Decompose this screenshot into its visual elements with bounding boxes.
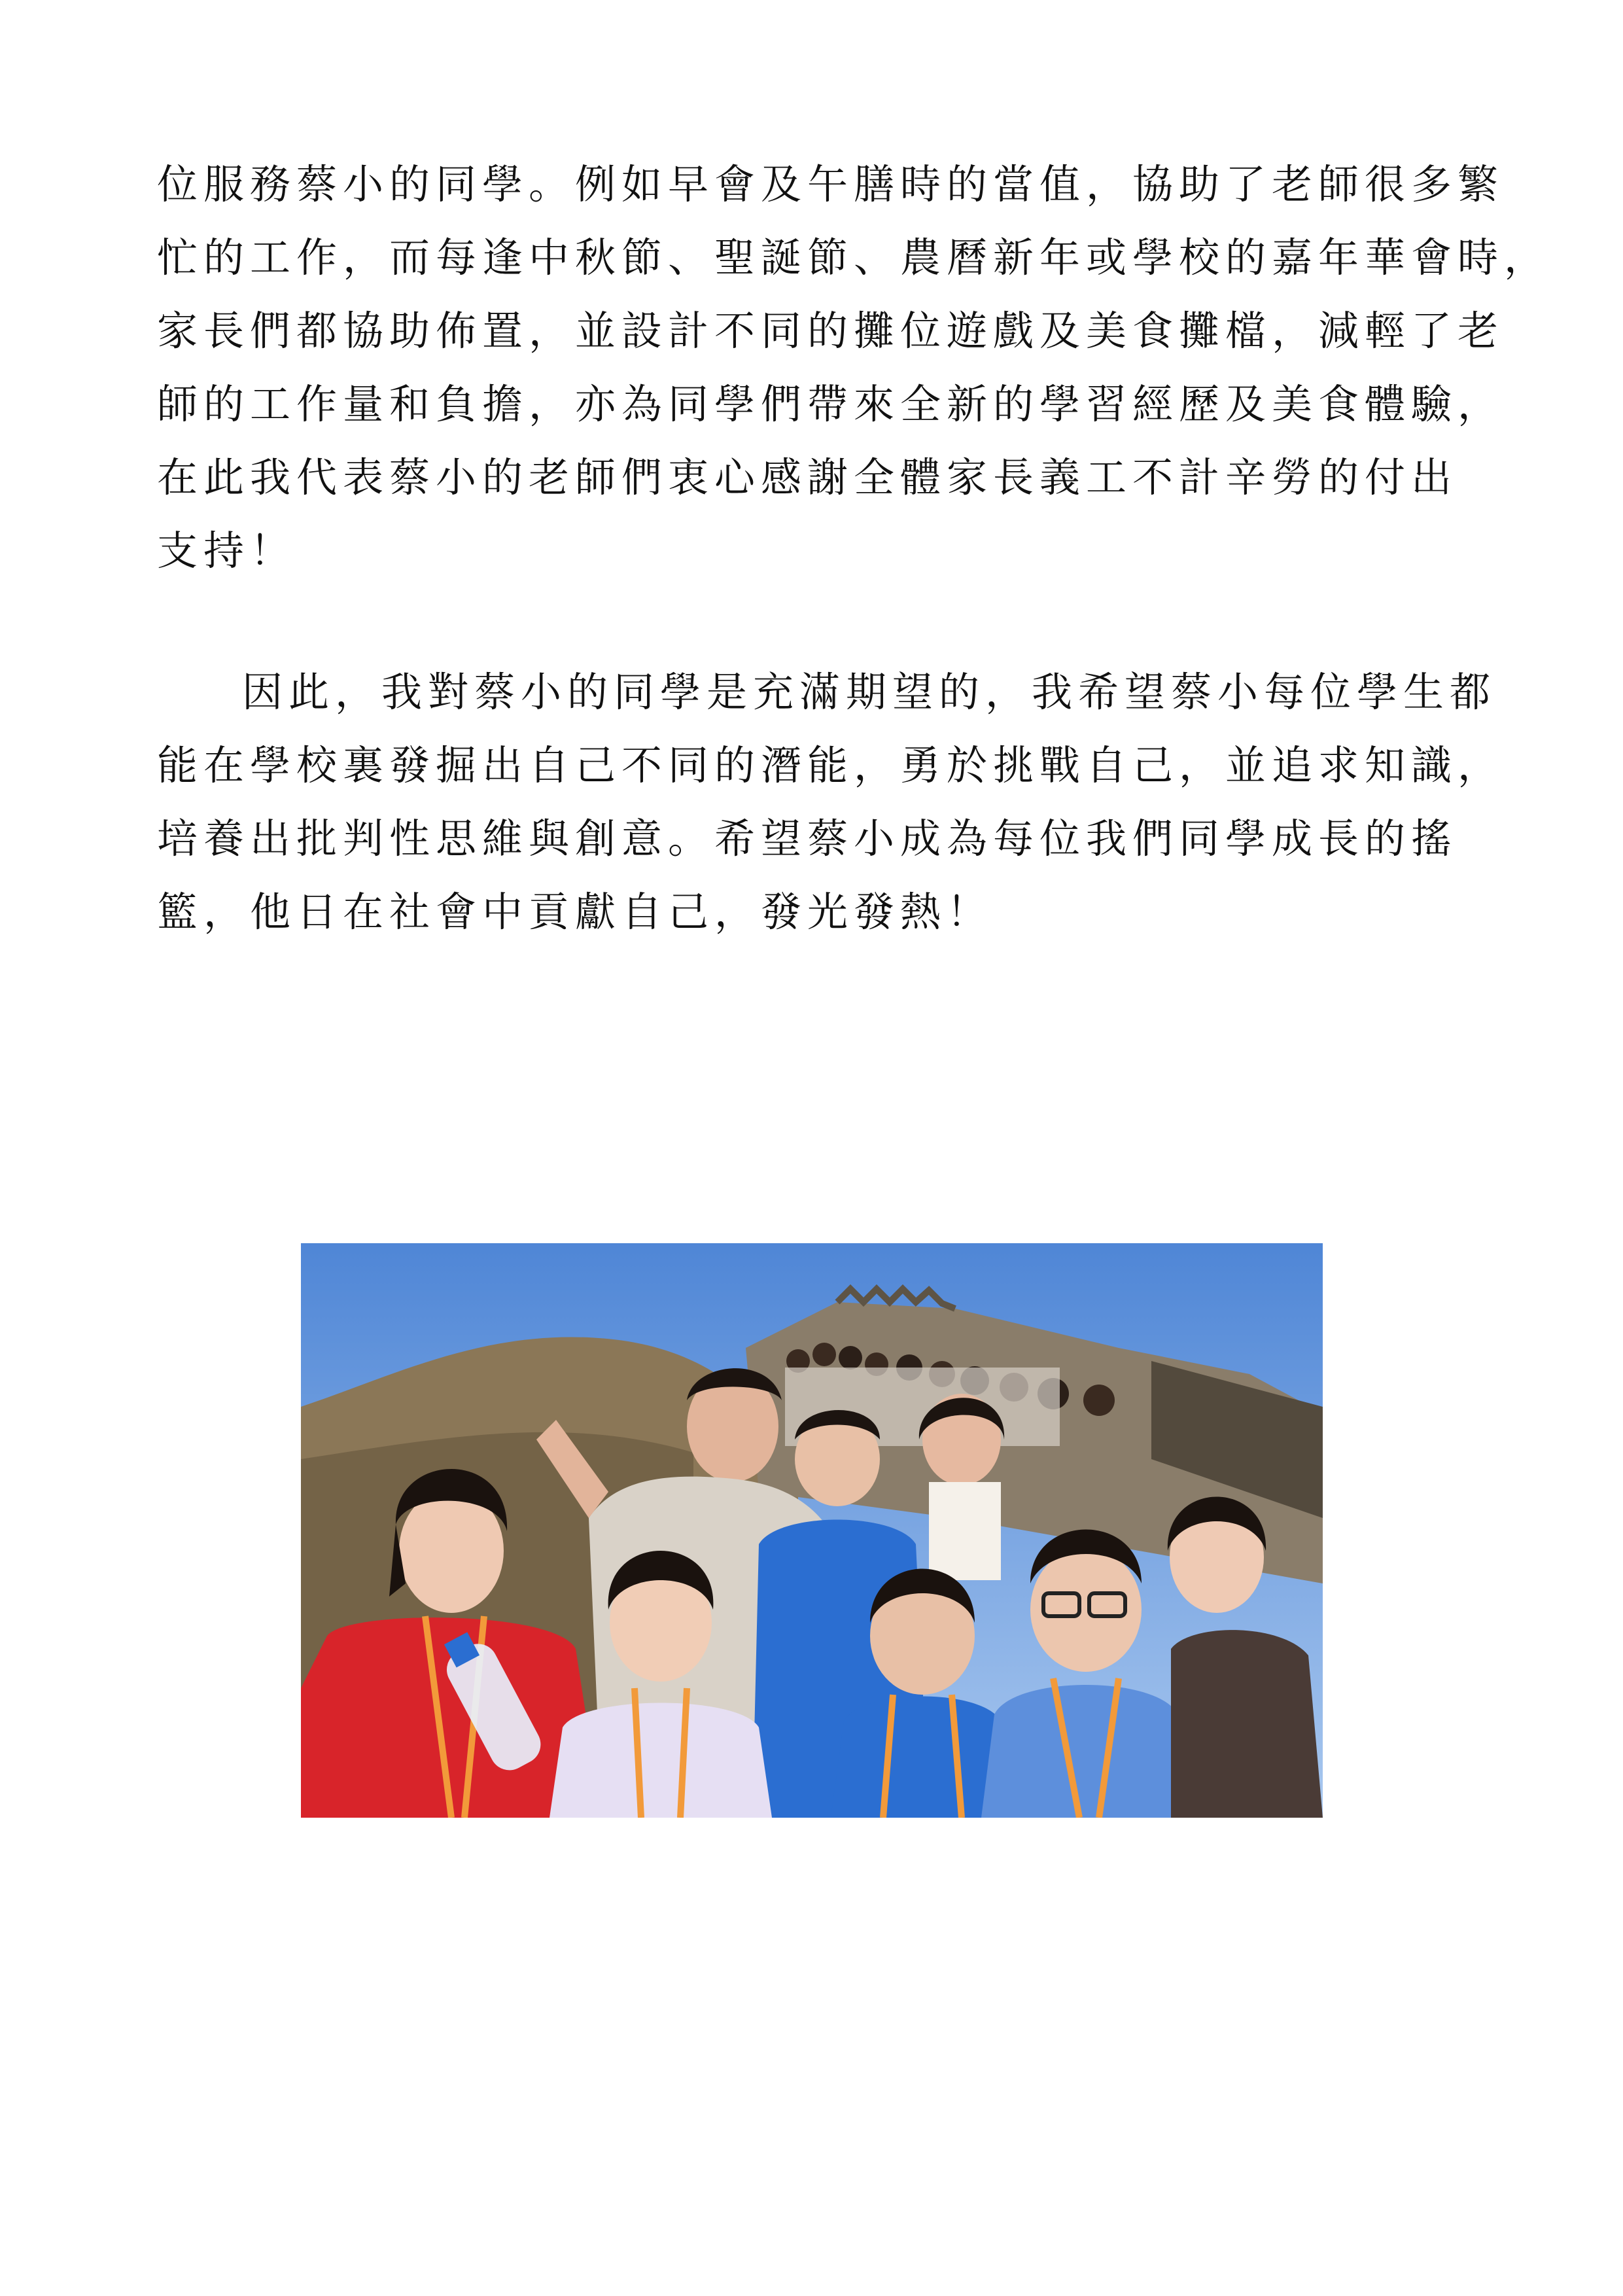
- adult-woman: [919, 1394, 1004, 1580]
- paragraph-line: 家長們都協助佈置，並設計不同的攤位遊戲及美食攤檔，減輕了老: [157, 307, 1505, 355]
- paragraph-line: 支持！: [157, 527, 297, 574]
- paragraph-expectations: [157, 656, 1505, 949]
- group-photo-great-wall-icon: [301, 1243, 1323, 1818]
- paragraph-line: 籃，他日在社會中貢獻自己，發光發熱！: [157, 888, 994, 936]
- paragraph-line: 培養出批判性思維與創意。希望蔡小成為每位我們同學成長的搖: [157, 815, 1458, 862]
- paragraph-line: 忙的工作，而每逢中秋節、聖誕節、農曆新年或學校的嘉年華會時，: [157, 234, 1551, 281]
- paragraph-thanks-parent-volunteers: [157, 148, 1551, 588]
- paragraph-line: 因此，我對蔡小的同學是充滿期望的，我希望蔡小每位學生都: [242, 668, 1497, 716]
- paragraph-line: 位服務蔡小的同學。例如早會及午膳時的當值，協助了老師很多繁: [157, 160, 1505, 208]
- paragraph-line: 師的工作量和負擔，亦為同學們帶來全新的學習經歷及美食體驗，: [157, 380, 1505, 428]
- paragraph-line: 能在學校裏發掘出自己不同的潛能，勇於挑戰自己，並追求知識，: [157, 741, 1505, 789]
- paragraph-line: 在此我代表蔡小的老師們衷心感謝全體家長義工不計辛勞的付出: [157, 453, 1458, 501]
- photo-illustration: [301, 1243, 1323, 1818]
